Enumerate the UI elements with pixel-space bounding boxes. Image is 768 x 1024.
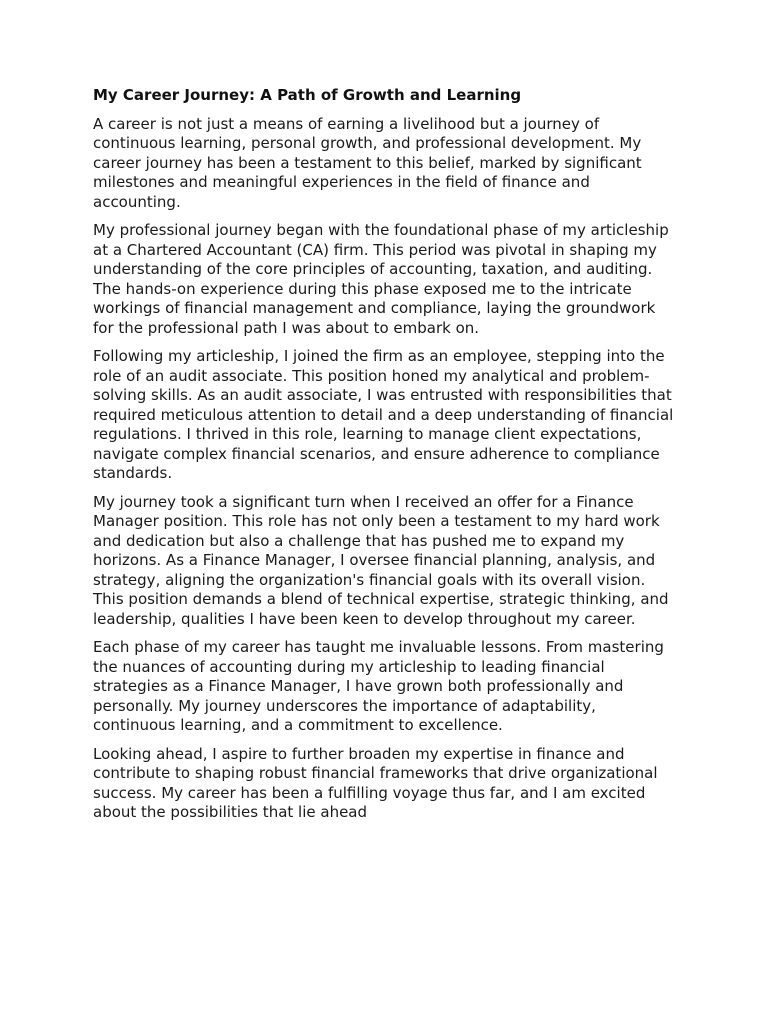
paragraph-looking-ahead: Looking ahead, I aspire to further broaden my expertise in finance and contribute to shaping robust financial frameworks that drive organizational success. My career has been a fulfilling voyage thus far, and I am excited about the possibilities that lie ahead — [93, 744, 658, 821]
paragraph-audit-associate: Following my articleship, I joined the firm as an employee, stepping into the role of an audit associate. This position honed my analytical and problem-solving skills. As an audit associate, I was entrusted with responsibilities that required meticulous attention to detail and a deep understanding of financial regulations. I thrived in this role, learning to manage client expectations, navigate complex financial scenarios, and ensure adherence to compliance standards. — [93, 347, 674, 482]
document-page — [93, 86, 678, 832]
paragraph-finance-manager: My journey took a significant turn when I received an offer for a Finance Manager position. This role has not only been a testament to my hard work and dedication but also a challenge that has pushed me to expand my horizons. As a Finance Manager, I oversee financial planning, analysis, and strategy, aligning the organization's financial goals with its overall vision. This position demands a blend of technical expertise, strategic thinking, and leadership, qualities I have been keen to develop throughout my career. — [93, 492, 669, 628]
paragraph-intro: A career is not just a means of earning a livelihood but a journey of continuous learning, personal growth, and professional development. My career journey has been a testament to this belief, marked by significant milestones and meaningful experiences in the field of finance and accounting. — [93, 114, 642, 211]
document-title: My Career Journey: A Path of Growth and Learning — [93, 86, 522, 104]
paragraph-lessons: Each phase of my career has taught me invaluable lessons. From mastering the nuances of accounting during my articleship to leading financial strategies as a Finance Manager, I have grown both professionally and personally. My journey underscores the importance of adaptability, continuous learning, and a commitment to excellence. — [93, 638, 664, 734]
paragraph-articleship: My professional journey began with the foundational phase of my articleship at a Chartered Accountant (CA) firm. This period was pivotal in shaping my understanding of the core principles of accounting, taxation, and auditing. The hands-on experience during this phase exposed me to the intricate workings of financial management and compliance, laying the groundwork for the professional path I was about to embark on. — [93, 221, 669, 337]
